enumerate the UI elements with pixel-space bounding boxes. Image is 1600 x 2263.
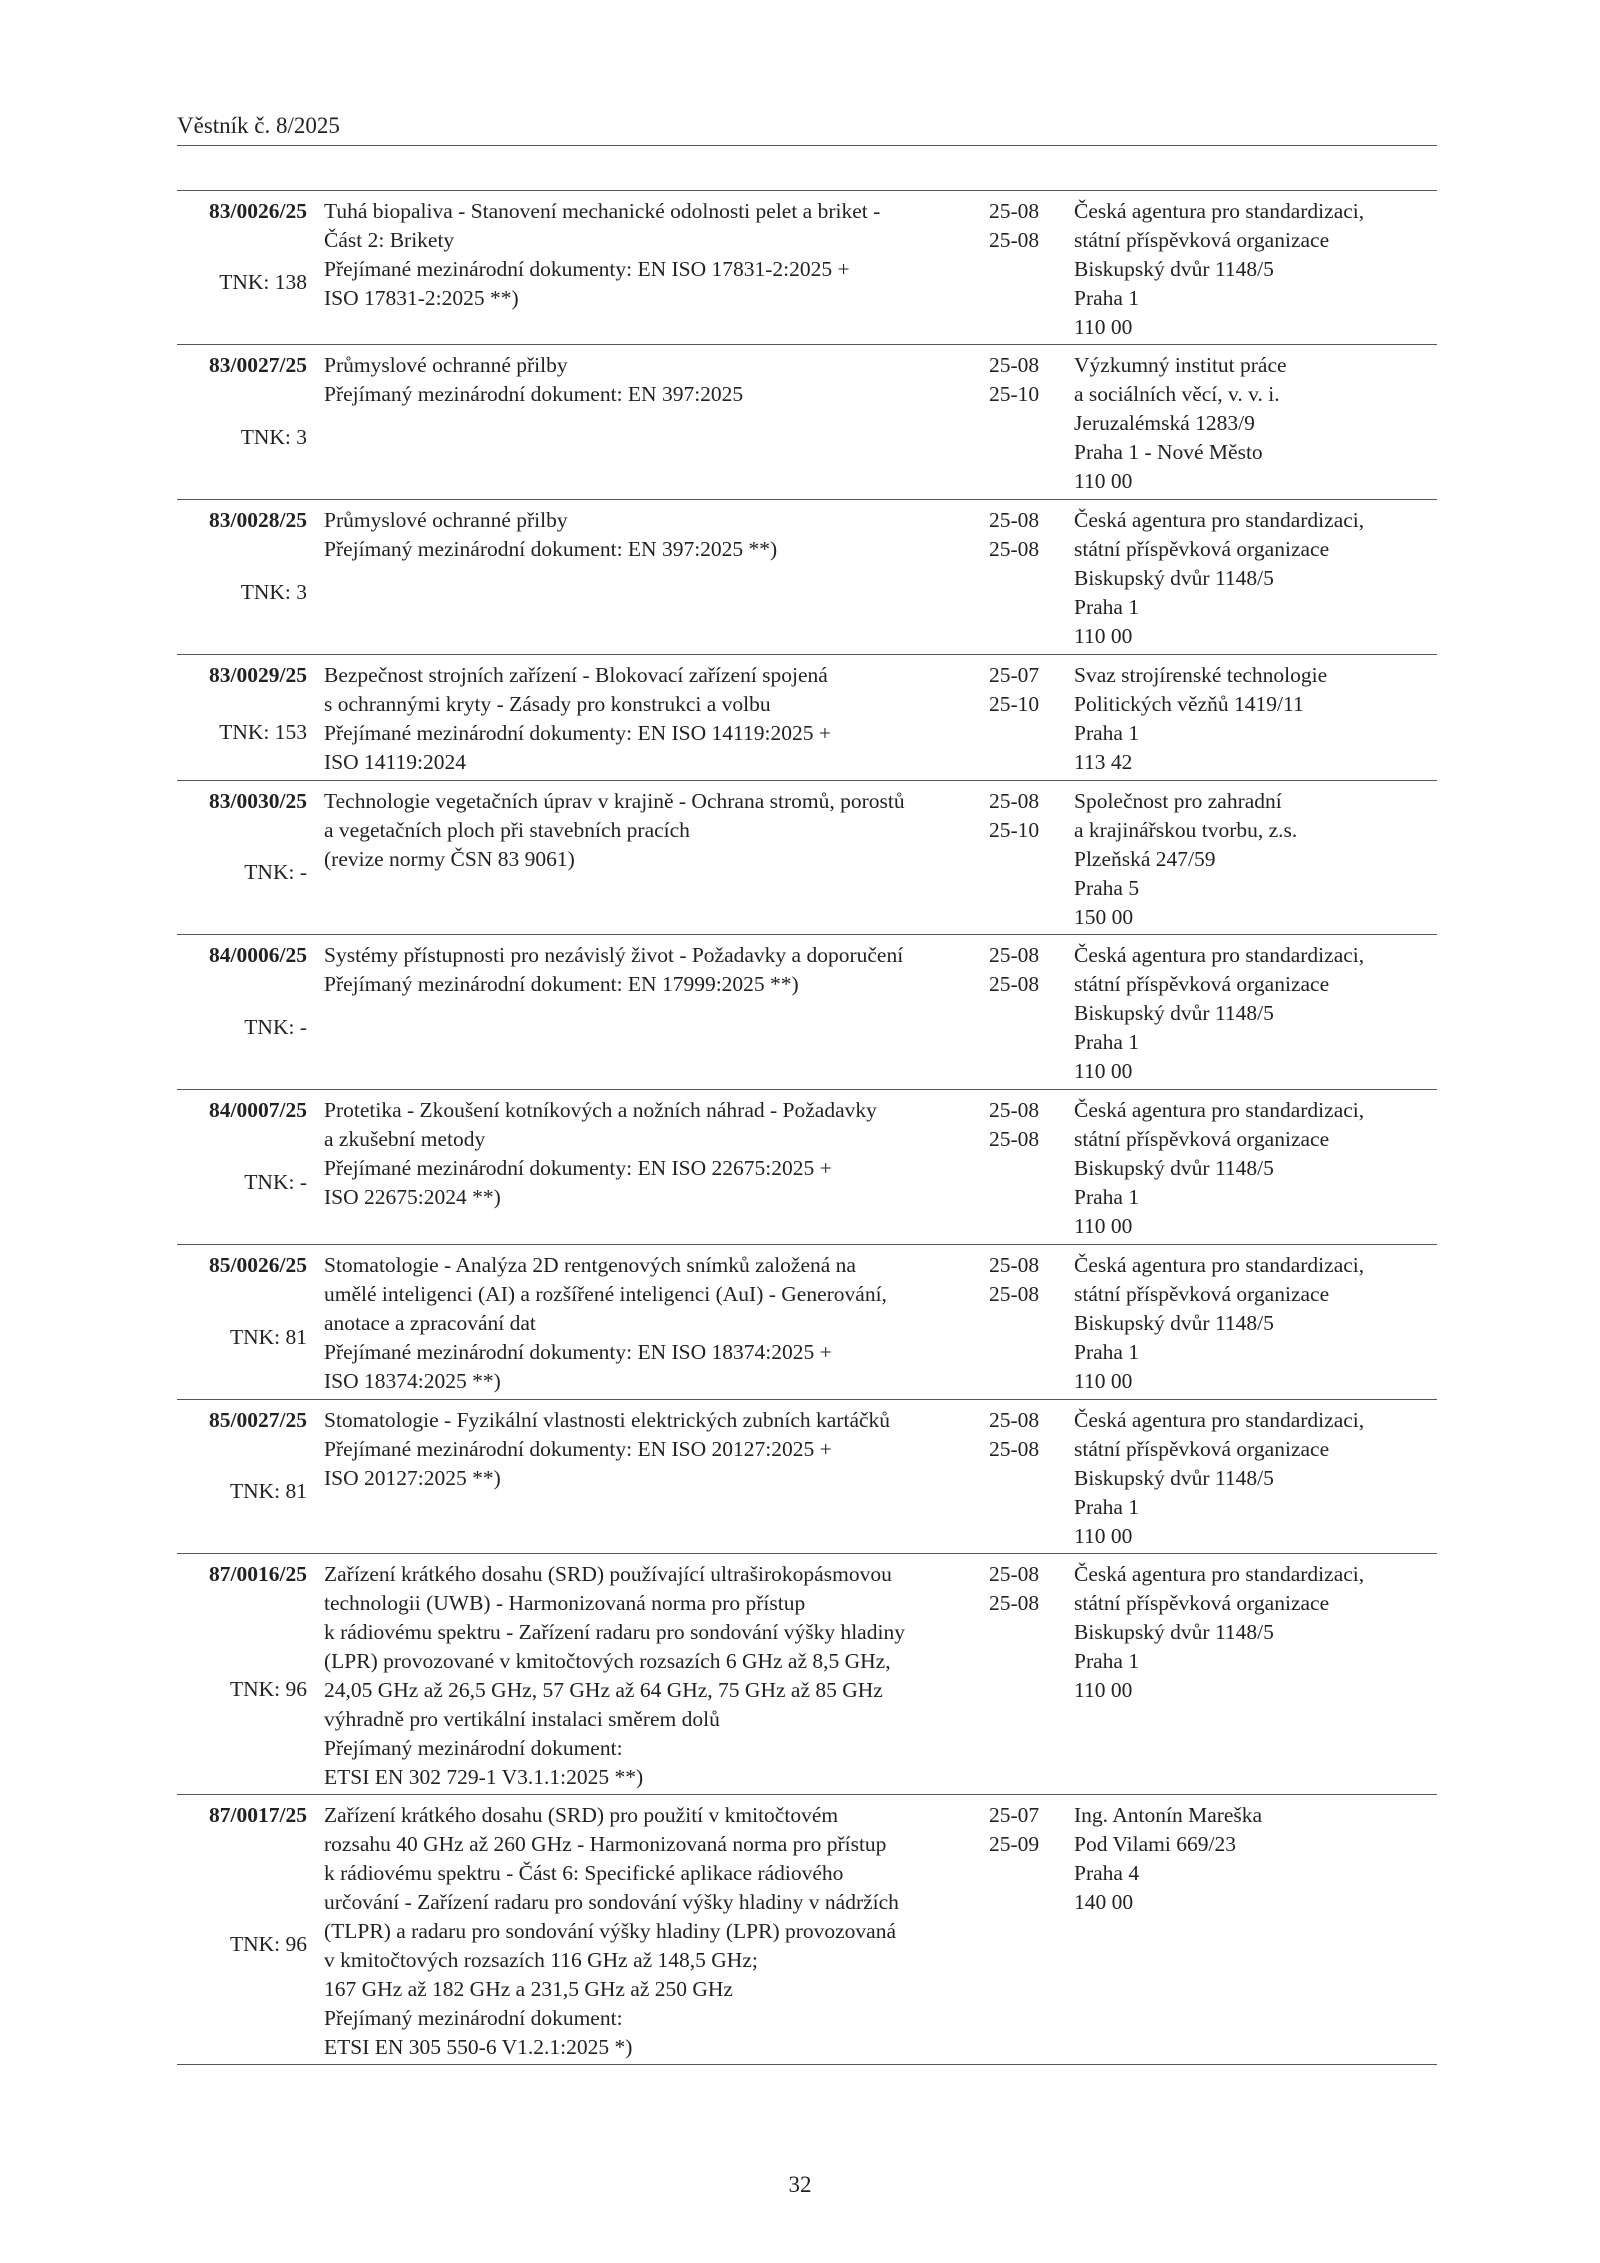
title-line: ETSI EN 305 550-6 V1.2.1:2025 *) xyxy=(324,2035,633,2059)
start-date: 25-08 xyxy=(989,508,1040,532)
tnk-label: TNK: 81 xyxy=(229,1479,307,1503)
row-id-column xyxy=(177,661,307,775)
title-line: ISO 22675:2024 **) xyxy=(324,1185,501,1209)
title-line: Přejímaný mezinárodní dokument: EN 397:2025 xyxy=(324,382,744,406)
start-date: 25-08 xyxy=(989,1408,1040,1432)
title-line: Přejímaný mezinárodní dokument: xyxy=(324,2006,623,2030)
task-number: 84/0006/25 xyxy=(209,943,307,967)
row-id-column xyxy=(177,1251,307,1394)
title-line: Bezpečnost strojních zařízení - Blokovací zařízení spojená xyxy=(324,663,828,687)
task-number: 83/0026/25 xyxy=(209,199,307,223)
tnk-label: TNK: 81 xyxy=(229,1324,307,1349)
end-date: 25-08 xyxy=(989,537,1040,561)
table-row xyxy=(177,1400,1437,1554)
end-date: 25-10 xyxy=(989,382,1040,406)
title-line: Část 2: Brikety xyxy=(324,228,455,252)
address-line: Praha 1 xyxy=(1074,1340,1140,1364)
standard-title xyxy=(324,1801,979,2059)
processor-address xyxy=(1074,1096,1437,1239)
start-date: 25-08 xyxy=(989,1253,1040,1277)
address-line: Praha 1 xyxy=(1074,1649,1140,1673)
address-line: Biskupský dvůr 1148/5 xyxy=(1074,1311,1274,1335)
title-line: (TLPR) a radaru pro sondování výšky hladiny (LPR) provozovaná xyxy=(324,1919,897,1943)
task-number: 85/0026/25 xyxy=(209,1253,307,1277)
task-number: 83/0028/25 xyxy=(209,508,307,532)
address-line: Praha 5 xyxy=(1074,876,1140,900)
address-line: 110 00 xyxy=(1074,315,1133,339)
address-line: Jeruzalémská 1283/9 xyxy=(1074,411,1255,435)
title-line: Přejímaný mezinárodní dokument: EN 17999:2025 **) xyxy=(324,972,799,996)
title-line: technologii (UWB) - Harmonizovaná norma pro přístup xyxy=(324,1591,806,1615)
address-line: státní příspěvková organizace xyxy=(1074,972,1330,996)
processor-address xyxy=(1074,1801,1437,2059)
processor-address xyxy=(1074,787,1437,929)
end-date: 25-08 xyxy=(989,1127,1040,1151)
tnk-label: TNK: - xyxy=(244,1169,307,1194)
address-line: Praha 4 xyxy=(1074,1861,1140,1885)
dates-column xyxy=(989,351,1059,494)
title-line: výhradně pro vertikální instalaci směrem dolů xyxy=(324,1707,720,1731)
row-id-column xyxy=(177,787,307,929)
address-line: Biskupský dvůr 1148/5 xyxy=(1074,1156,1274,1180)
start-date: 25-08 xyxy=(989,199,1040,223)
table-row xyxy=(177,781,1437,935)
title-line: a vegetačních ploch při stavebních pracích xyxy=(324,818,690,842)
address-line: Praha 1 xyxy=(1074,721,1140,745)
standard-title xyxy=(324,197,979,339)
address-line: Biskupský dvůr 1148/5 xyxy=(1074,1001,1274,1025)
processor-address xyxy=(1074,661,1437,775)
title-line: 24,05 GHz až 26,5 GHz, 57 GHz až 64 GHz, 75 GHz až 85 GHz xyxy=(324,1678,883,1702)
dates-column xyxy=(989,941,1059,1084)
title-line: a zkušební metody xyxy=(324,1127,486,1151)
address-line: státní příspěvková organizace xyxy=(1074,537,1330,561)
address-line: 110 00 xyxy=(1074,1369,1133,1393)
start-date: 25-08 xyxy=(989,1562,1040,1586)
row-id-column xyxy=(177,1801,307,2059)
address-line: Praha 1 - Nové Město xyxy=(1074,440,1263,464)
address-line: Ing. Antonín Mareška xyxy=(1074,1803,1263,1827)
standard-title xyxy=(324,1096,979,1239)
address-line: státní příspěvková organizace xyxy=(1074,1127,1330,1151)
title-line: Přejímané mezinárodní dokumenty: EN ISO 18374:2025 + xyxy=(324,1340,832,1364)
start-date: 25-08 xyxy=(989,353,1040,377)
address-line: 110 00 xyxy=(1074,1059,1133,1083)
address-line: Praha 1 xyxy=(1074,1495,1140,1519)
title-line: ISO 20127:2025 **) xyxy=(324,1466,501,1490)
title-line: Přejímané mezinárodní dokumenty: EN ISO 22675:2025 + xyxy=(324,1156,832,1180)
title-line: rozsahu 40 GHz až 260 GHz - Harmonizovaná norma pro přístup xyxy=(324,1832,887,1856)
title-line: Zařízení krátkého dosahu (SRD) používající ultraširokopásmovou xyxy=(324,1562,892,1586)
address-line: Česká agentura pro standardizaci, xyxy=(1074,1098,1365,1122)
dates-column xyxy=(989,1560,1059,1789)
start-date: 25-08 xyxy=(989,789,1040,813)
standard-title xyxy=(324,506,979,649)
address-line: 110 00 xyxy=(1074,1214,1133,1238)
title-line: Průmyslové ochranné přilby xyxy=(324,508,568,532)
task-number: 87/0017/25 xyxy=(209,1803,307,1827)
processor-address xyxy=(1074,1251,1437,1394)
address-line: Svaz strojírenské technologie xyxy=(1074,663,1328,687)
address-line: 110 00 xyxy=(1074,1678,1133,1702)
address-line: Česká agentura pro standardizaci, xyxy=(1074,1562,1365,1586)
title-line: umělé inteligenci (AI) a rozšířené inteligenci (AuI) - Generování, xyxy=(324,1282,887,1306)
task-number: 83/0029/25 xyxy=(209,663,307,687)
end-date: 25-08 xyxy=(989,972,1040,996)
tnk-label: TNK: 96 xyxy=(229,1676,307,1701)
dates-column xyxy=(989,1096,1059,1239)
task-number: 83/0027/25 xyxy=(209,353,307,377)
table-row xyxy=(177,1245,1437,1400)
title-line: ISO 14119:2024 xyxy=(324,750,466,774)
end-date: 25-10 xyxy=(989,818,1040,842)
end-date: 25-08 xyxy=(989,1282,1040,1306)
standard-title xyxy=(324,661,979,775)
title-line: ISO 17831-2:2025 **) xyxy=(324,286,519,310)
dates-column xyxy=(989,1406,1059,1548)
table-row xyxy=(177,500,1437,655)
processor-address xyxy=(1074,1560,1437,1789)
title-line: k rádiovému spektru - Část 6: Specifické aplikace rádiového xyxy=(324,1861,844,1885)
address-line: a sociálních věcí, v. v. i. xyxy=(1074,382,1280,406)
title-line: určování - Zařízení radaru pro sondování výšky hladiny v nádržích xyxy=(324,1890,899,1914)
standard-title xyxy=(324,787,979,929)
tnk-label: TNK: 153 xyxy=(219,720,307,744)
header-rule xyxy=(177,145,1437,146)
row-id-column xyxy=(177,941,307,1084)
processor-address xyxy=(1074,1406,1437,1548)
tnk-label: TNK: - xyxy=(244,1014,307,1039)
title-line: Přejímaný mezinárodní dokument: xyxy=(324,1736,623,1760)
table-row xyxy=(177,655,1437,781)
standard-title xyxy=(324,1251,979,1394)
address-line: Praha 1 xyxy=(1074,595,1140,619)
table-row xyxy=(177,1795,1437,2065)
row-id-column xyxy=(177,351,307,494)
address-line: 140 00 xyxy=(1074,1890,1134,1914)
address-line: státní příspěvková organizace xyxy=(1074,1437,1330,1461)
end-date: 25-08 xyxy=(989,1591,1040,1615)
processor-address xyxy=(1074,197,1437,339)
dates-column xyxy=(989,506,1059,649)
start-date: 25-08 xyxy=(989,943,1040,967)
title-line: 167 GHz až 182 GHz a 231,5 GHz až 250 GHz xyxy=(324,1977,733,2001)
start-date: 25-07 xyxy=(989,1803,1040,1827)
address-line: Biskupský dvůr 1148/5 xyxy=(1074,257,1274,281)
title-line: Protetika - Zkoušení kotníkových a nožních náhrad - Požadavky xyxy=(324,1098,877,1122)
title-line: k rádiovému spektru - Zařízení radaru pro sondování výšky hladiny xyxy=(324,1620,905,1644)
address-line: Biskupský dvůr 1148/5 xyxy=(1074,566,1274,590)
row-id-column xyxy=(177,1560,307,1789)
processor-address xyxy=(1074,941,1437,1084)
address-line: Biskupský dvůr 1148/5 xyxy=(1074,1620,1274,1644)
title-line: Přejímané mezinárodní dokumenty: EN ISO 14119:2025 + xyxy=(324,721,831,745)
title-line: Zařízení krátkého dosahu (SRD) pro použití v kmitočtovém xyxy=(324,1803,839,1827)
address-line: Politických vězňů 1419/11 xyxy=(1074,692,1304,716)
address-line: 113 42 xyxy=(1074,750,1133,774)
title-line: Systémy přístupnosti pro nezávislý život - Požadavky a doporučení xyxy=(324,943,904,967)
address-line: Praha 1 xyxy=(1074,286,1140,310)
title-line: s ochrannými kryty - Zásady pro konstrukci a volbu xyxy=(324,692,771,716)
title-line: Stomatologie - Fyzikální vlastnosti elektrických zubních kartáčků xyxy=(324,1408,891,1432)
dates-column xyxy=(989,661,1059,775)
title-line: Průmyslové ochranné přilby xyxy=(324,353,568,377)
processor-address xyxy=(1074,351,1437,494)
standard-title xyxy=(324,1560,979,1789)
title-line: (LPR) provozované v kmitočtových rozsazích 6 GHz až 8,5 GHz, xyxy=(324,1649,891,1673)
end-date: 25-10 xyxy=(989,692,1040,716)
address-line: Společnost pro zahradní xyxy=(1074,789,1282,813)
tnk-label: TNK: 96 xyxy=(229,1932,307,1956)
title-line: Přejímané mezinárodní dokumenty: EN ISO 17831-2:2025 + xyxy=(324,257,850,281)
title-line: v kmitočtových rozsazích 116 GHz až 148,5 GHz; xyxy=(324,1948,758,1972)
address-line: Výzkumný institut práce xyxy=(1074,353,1287,377)
address-line: Praha 1 xyxy=(1074,1030,1140,1054)
address-line: 110 00 xyxy=(1074,624,1133,648)
address-line: Česká agentura pro standardizaci, xyxy=(1074,1408,1365,1432)
title-line: anotace a zpracování dat xyxy=(324,1311,536,1335)
dates-column xyxy=(989,1251,1059,1394)
table-row xyxy=(177,1090,1437,1245)
standard-title xyxy=(324,1406,979,1548)
address-line: 110 00 xyxy=(1074,469,1133,493)
task-number: 84/0007/25 xyxy=(209,1098,307,1122)
dates-column xyxy=(989,787,1059,929)
standard-title xyxy=(324,941,979,1084)
row-id-column xyxy=(177,197,307,339)
page-number: 32 xyxy=(788,2172,812,2197)
address-line: a krajinářskou tvorbu, z.s. xyxy=(1074,818,1298,842)
dates-column xyxy=(989,1801,1059,2059)
address-line: Česká agentura pro standardizaci, xyxy=(1074,943,1365,967)
tnk-label: TNK: 3 xyxy=(240,579,307,604)
table-row xyxy=(177,345,1437,500)
address-line: Plzeňská 247/59 xyxy=(1074,847,1216,871)
table-row xyxy=(177,191,1437,345)
address-line: 110 00 xyxy=(1074,1524,1133,1548)
tnk-label: TNK: 3 xyxy=(240,424,307,449)
standards-table xyxy=(177,190,1437,2065)
page-header-title: Věstník č. 8/2025 xyxy=(177,113,340,138)
row-id-column xyxy=(177,1096,307,1239)
title-line: Přejímané mezinárodní dokumenty: EN ISO 20127:2025 + xyxy=(324,1437,832,1461)
row-id-column xyxy=(177,506,307,649)
address-line: Česká agentura pro standardizaci, xyxy=(1074,199,1365,223)
processor-address xyxy=(1074,506,1437,649)
end-date: 25-08 xyxy=(989,228,1040,252)
title-line: ISO 18374:2025 **) xyxy=(324,1369,501,1393)
tnk-label: TNK: 138 xyxy=(219,270,307,294)
address-line: státní příspěvková organizace xyxy=(1074,1282,1330,1306)
title-line: Stomatologie - Analýza 2D rentgenových snímků založená na xyxy=(324,1253,856,1277)
task-number: 87/0016/25 xyxy=(209,1562,307,1586)
dates-column xyxy=(989,197,1059,339)
task-number: 83/0030/25 xyxy=(209,789,307,813)
title-line: (revize normy ČSN 83 9061) xyxy=(324,847,575,871)
address-line: Praha 1 xyxy=(1074,1185,1140,1209)
tnk-label: TNK: - xyxy=(244,860,307,884)
start-date: 25-07 xyxy=(989,663,1040,687)
address-line: Biskupský dvůr 1148/5 xyxy=(1074,1466,1274,1490)
address-line: Česká agentura pro standardizaci, xyxy=(1074,1253,1365,1277)
title-line: Technologie vegetačních úprav v krajině - Ochrana stromů, porostů xyxy=(324,789,905,813)
address-line: Pod Vilami 669/23 xyxy=(1074,1832,1236,1856)
start-date: 25-08 xyxy=(989,1098,1040,1122)
address-line: státní příspěvková organizace xyxy=(1074,228,1330,252)
task-number: 85/0027/25 xyxy=(209,1408,307,1432)
end-date: 25-08 xyxy=(989,1437,1040,1461)
address-line: Česká agentura pro standardizaci, xyxy=(1074,508,1365,532)
title-line: ETSI EN 302 729-1 V3.1.1:2025 **) xyxy=(324,1765,644,1789)
row-id-column xyxy=(177,1406,307,1548)
title-line: Přejímaný mezinárodní dokument: EN 397:2025 **) xyxy=(324,537,778,561)
title-line: Tuhá biopaliva - Stanovení mechanické odolnosti pelet a briket - xyxy=(324,199,881,223)
end-date: 25-09 xyxy=(989,1832,1040,1856)
table-row xyxy=(177,1554,1437,1795)
address-line: státní příspěvková organizace xyxy=(1074,1591,1330,1615)
address-line: 150 00 xyxy=(1074,905,1134,929)
standard-title xyxy=(324,351,979,494)
table-row xyxy=(177,935,1437,1090)
